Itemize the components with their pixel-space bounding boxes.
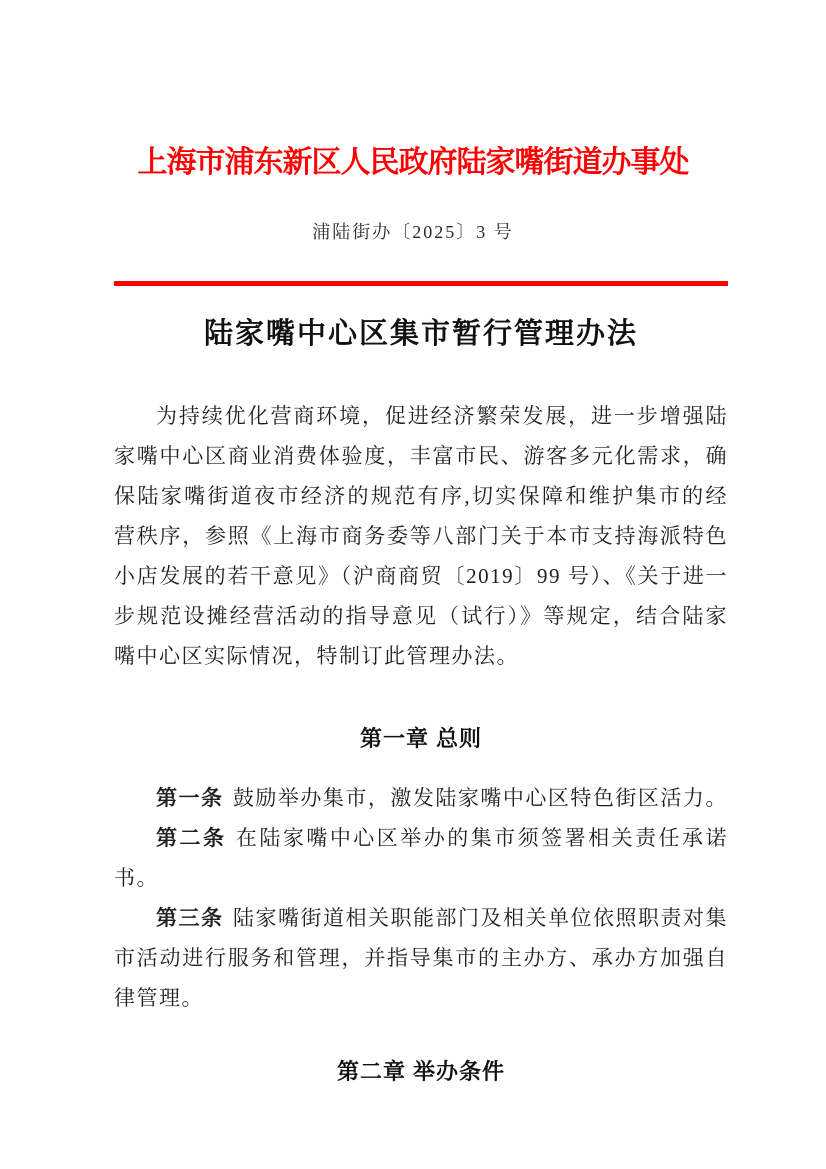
article-1-label: 第一条 — [156, 786, 224, 810]
document-title: 陆家嘴中心区集市暂行管理办法 — [203, 318, 638, 350]
chapter-2-heading: 第二章 举办条件 — [336, 1059, 506, 1084]
article-2-label: 第二条 — [156, 826, 227, 850]
preamble-paragraph: 为持续优化营商环境，促进经济繁荣发展，进一步增强陆家嘴中心区商业消费体验度，丰富市民、游客多元化需求，确保陆家嘴街道夜市经济的规范有序,切实保障和维护集市的经营秩序，参照《上海市商务委等八部门关于本市支持海派特色小店发展的若干意见》（沪商商贸〔2019〕99 号）、《关于进一步规范设摊经营活动的指导意见（试行）》等规定，结合陆家嘴中心区实际情况，特制订此管理办法。 — [114, 404, 728, 668]
chapter-1-heading: 第一章 总则 — [359, 726, 483, 751]
article-1 — [114, 778, 728, 818]
article-3-text: 陆家嘴街道相关职能部门及相关单位依照职责对集市活动进行服务和管理，并指导集市的主办方、承办方加强自律管理。 — [114, 906, 729, 1010]
article-3-label: 第三条 — [156, 906, 224, 930]
article-2 — [114, 818, 728, 898]
chapter-1-articles — [114, 778, 728, 1018]
issuing-org-title: 上海市浦东新区人民政府陆家嘴街道办事处 — [137, 146, 689, 179]
document-number: 浦陆街办〔2025〕3 号 — [312, 222, 514, 242]
article-1-text: 鼓励举办集市，激发陆家嘴中心区特色街区活力。 — [232, 786, 728, 810]
red-divider-line — [114, 281, 728, 286]
article-2-text: 在陆家嘴中心区举办的集市须签署相关责任承诺书。 — [114, 826, 729, 890]
article-3 — [114, 898, 728, 1018]
